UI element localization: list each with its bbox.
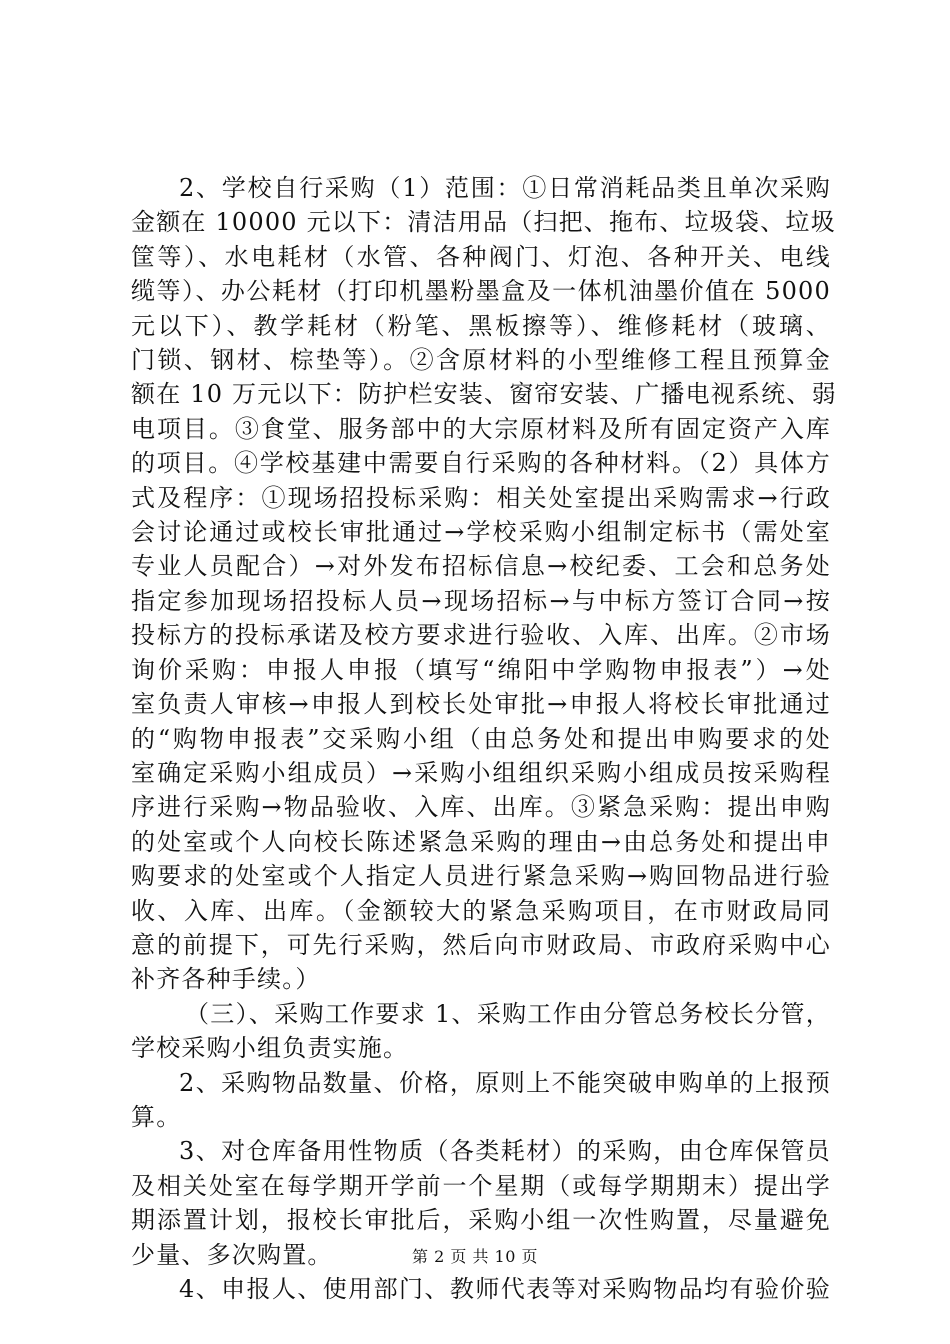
paragraph-line: 补齐各种手续。） (131, 965, 321, 994)
paragraph-line: 室确定采购小组成员）→采购小组组织采购小组成员按采购程 (131, 758, 831, 787)
paragraph-line: 询价采购：申报人申报（填写“绵阳中学购物申报表”）→处 (131, 655, 831, 684)
paragraph-line: 购要求的处室或个人指定人员进行紧急采购→购回物品进行验 (131, 862, 831, 891)
paragraph-line: 2、学校自行采购（1）范围：①日常消耗品类且单次采购 (179, 174, 831, 202)
paragraph-line: 收、入库、出库。（金额较大的紧急采购项目，在市财政局同 (131, 896, 831, 925)
paragraph-line: （三）、采购工作要求 1、采购工作由分管总务校长分管， (185, 999, 831, 1028)
paragraph-line: 序进行采购→物品验收、入库、出库。③紧急采购：提出申购 (131, 793, 831, 822)
paragraph-line: 指定参加现场招投标人员→现场招标→与中标方签订合同→按 (131, 586, 831, 615)
paragraph-line: 筐等）、水电耗材（水管、各种阀门、灯泡、各种开关、电线 (131, 242, 831, 271)
paragraph-line: 的处室或个人向校长陈述紧急采购的理由→由总务处和提出申 (131, 827, 831, 856)
paragraph-line: 4、申报人、使用部门、教师代表等对采购物品均有验价验 (179, 1275, 831, 1303)
paragraph-line: 3、对仓库备用性物质（各类耗材）的采购，由仓库保管员 (179, 1137, 831, 1166)
paragraph-line: 室负责人审核→申报人到校长处审批→申报人将校长审批通过 (131, 690, 831, 719)
paragraph-line: 意的前提下，可先行采购，然后向市财政局、市政府采购中心 (131, 930, 831, 959)
paragraph-line: 金额在 10000 元以下：清洁用品（扫把、拖布、垃圾袋、垃圾 (131, 208, 836, 237)
paragraph-line: 会讨论通过或校长审批通过→学校采购小组制定标书（需处室 (131, 518, 831, 547)
body-text (131, 171, 837, 1306)
paragraph-line: 专业人员配合）→对外发布招标信息→校纪委、工会和总务处 (131, 552, 831, 581)
paragraph-line: 的“购物申报表”交采购小组（由总务处和提出申购要求的处 (131, 724, 831, 753)
paragraph-line: 少量、多次购置。 (131, 1240, 333, 1269)
paragraph-line: 门锁、钢材、棕垫等）。②含原材料的小型维修工程且预算金 (131, 346, 831, 375)
paragraph-line: 式及程序：①现场招投标采购：相关处室提出采购需求→行政 (131, 483, 831, 512)
page-number-footer: 第 2 页 共 10 页 (412, 1247, 538, 1266)
paragraph-line: 学校采购小组负责实施。 (131, 1034, 409, 1063)
paragraph-line: 额在 10 万元以下：防护栏安装、窗帘安装、广播电视系统、弱 (131, 380, 837, 409)
paragraph-line: 的项目。④学校基建中需要自行采购的各种材料。（2）具体方 (131, 449, 831, 478)
paragraph-line: 期添置计划，报校长审批后，采购小组一次性购置，尽量避免 (131, 1206, 831, 1235)
paragraph-line: 2、采购物品数量、价格，原则上不能突破申购单的上报预 (179, 1068, 831, 1097)
paragraph-line: 元以下）、教学耗材（粉笔、黑板擦等）、维修耗材（玻璃、 (131, 311, 831, 340)
paragraph-line: 投标方的投标承诺及校方要求进行验收、入库、出库。②市场 (131, 621, 831, 650)
paragraph-line: 及相关处室在每学期开学前一个星期（或每学期期末）提出学 (131, 1171, 831, 1200)
paragraph-line: 电项目。③食堂、服务部中的大宗原材料及所有固定资产入库 (131, 414, 831, 443)
paragraph-line: 算。 (131, 1102, 182, 1131)
paragraph-line: 缆等）、办公耗材（打印机墨粉墨盒及一体机油墨价值在 5000 (131, 277, 831, 306)
